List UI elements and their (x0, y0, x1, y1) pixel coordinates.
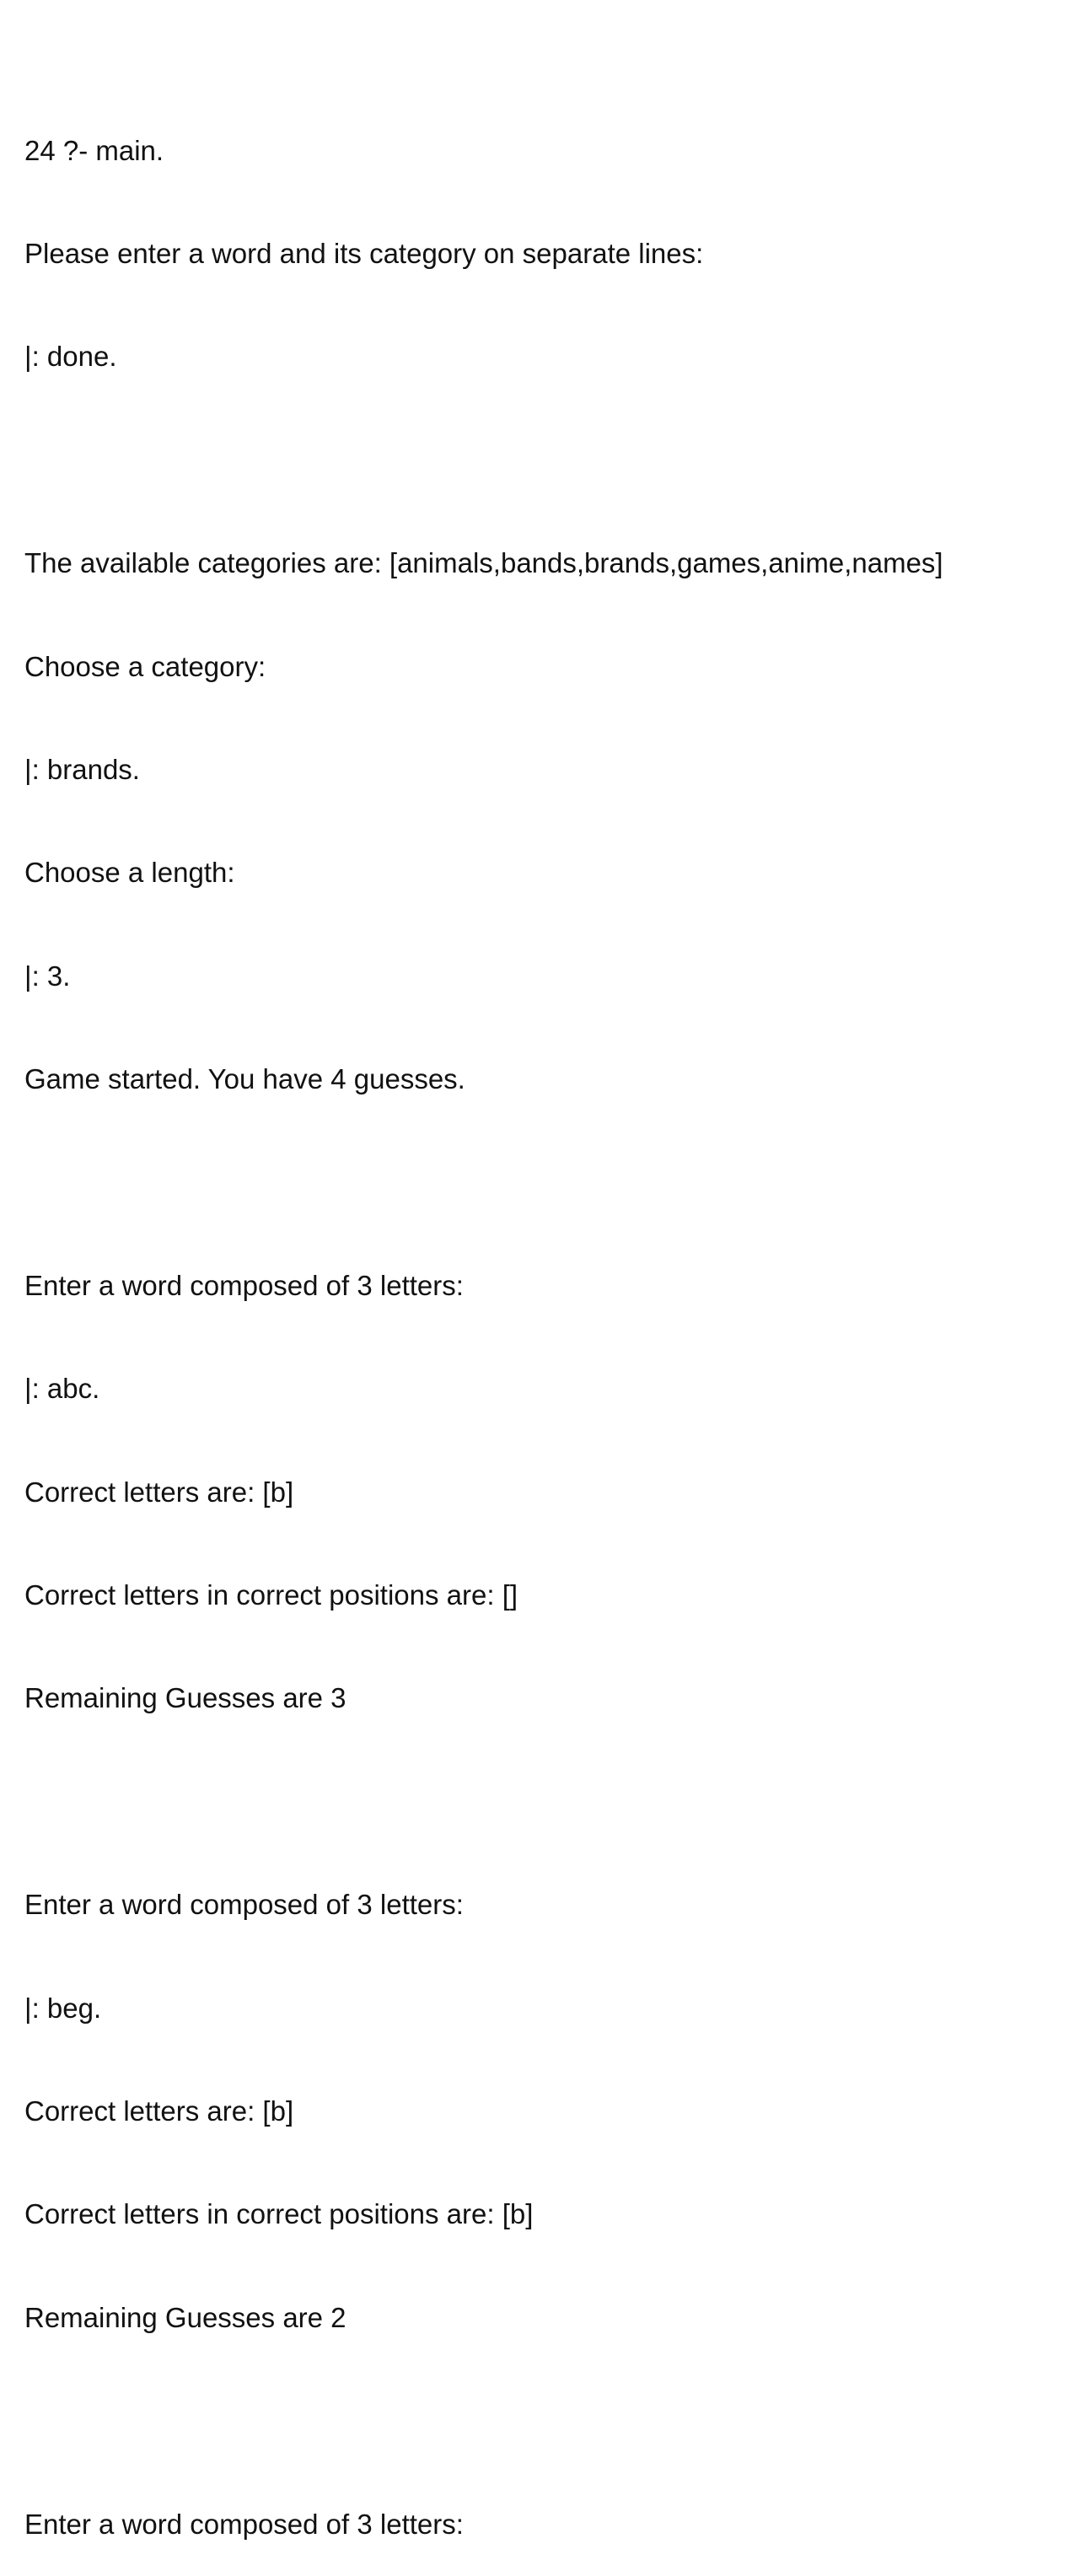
result-line: Correct letters are: [b] (24, 2095, 294, 2127)
result-line: Correct letters in correct positions are: [b] (24, 2198, 534, 2230)
user-input-line: |: beg. (24, 1992, 102, 2024)
user-input-line: |: abc. (24, 1373, 100, 1405)
blank-line (24, 444, 943, 478)
prompt-line: Enter a word composed of 3 letters: (24, 1889, 464, 1921)
result-line: Remaining Guesses are 3 (24, 1682, 346, 1714)
status-line: Game started. You have 4 guesses. (24, 1063, 465, 1095)
prompt-line: Please enter a word and its category on separate lines: (24, 237, 704, 269)
console-output (24, 65, 943, 2576)
result-line: Correct letters in correct positions are: [] (24, 1579, 518, 1611)
categories-line: The available categories are: [animals,bands,brands,games,anime,names] (24, 547, 943, 579)
prompt-line: Enter a word composed of 3 letters: (24, 2508, 464, 2540)
result-line: Correct letters are: [b] (24, 1476, 294, 1508)
blank-line (24, 1166, 943, 1201)
user-input-line: |: done. (24, 341, 117, 373)
blank-line (24, 1785, 943, 1820)
query-line: 24 ?- main. (24, 134, 164, 166)
blank-line (24, 2404, 943, 2439)
user-input-line: |: 3. (24, 960, 71, 992)
prompt-line: Choose a length: (24, 857, 235, 889)
prompt-line: Choose a category: (24, 650, 266, 682)
user-input-line: |: brands. (24, 753, 140, 785)
prompt-line: Enter a word composed of 3 letters: (24, 1269, 464, 1301)
result-line: Remaining Guesses are 2 (24, 2301, 346, 2333)
